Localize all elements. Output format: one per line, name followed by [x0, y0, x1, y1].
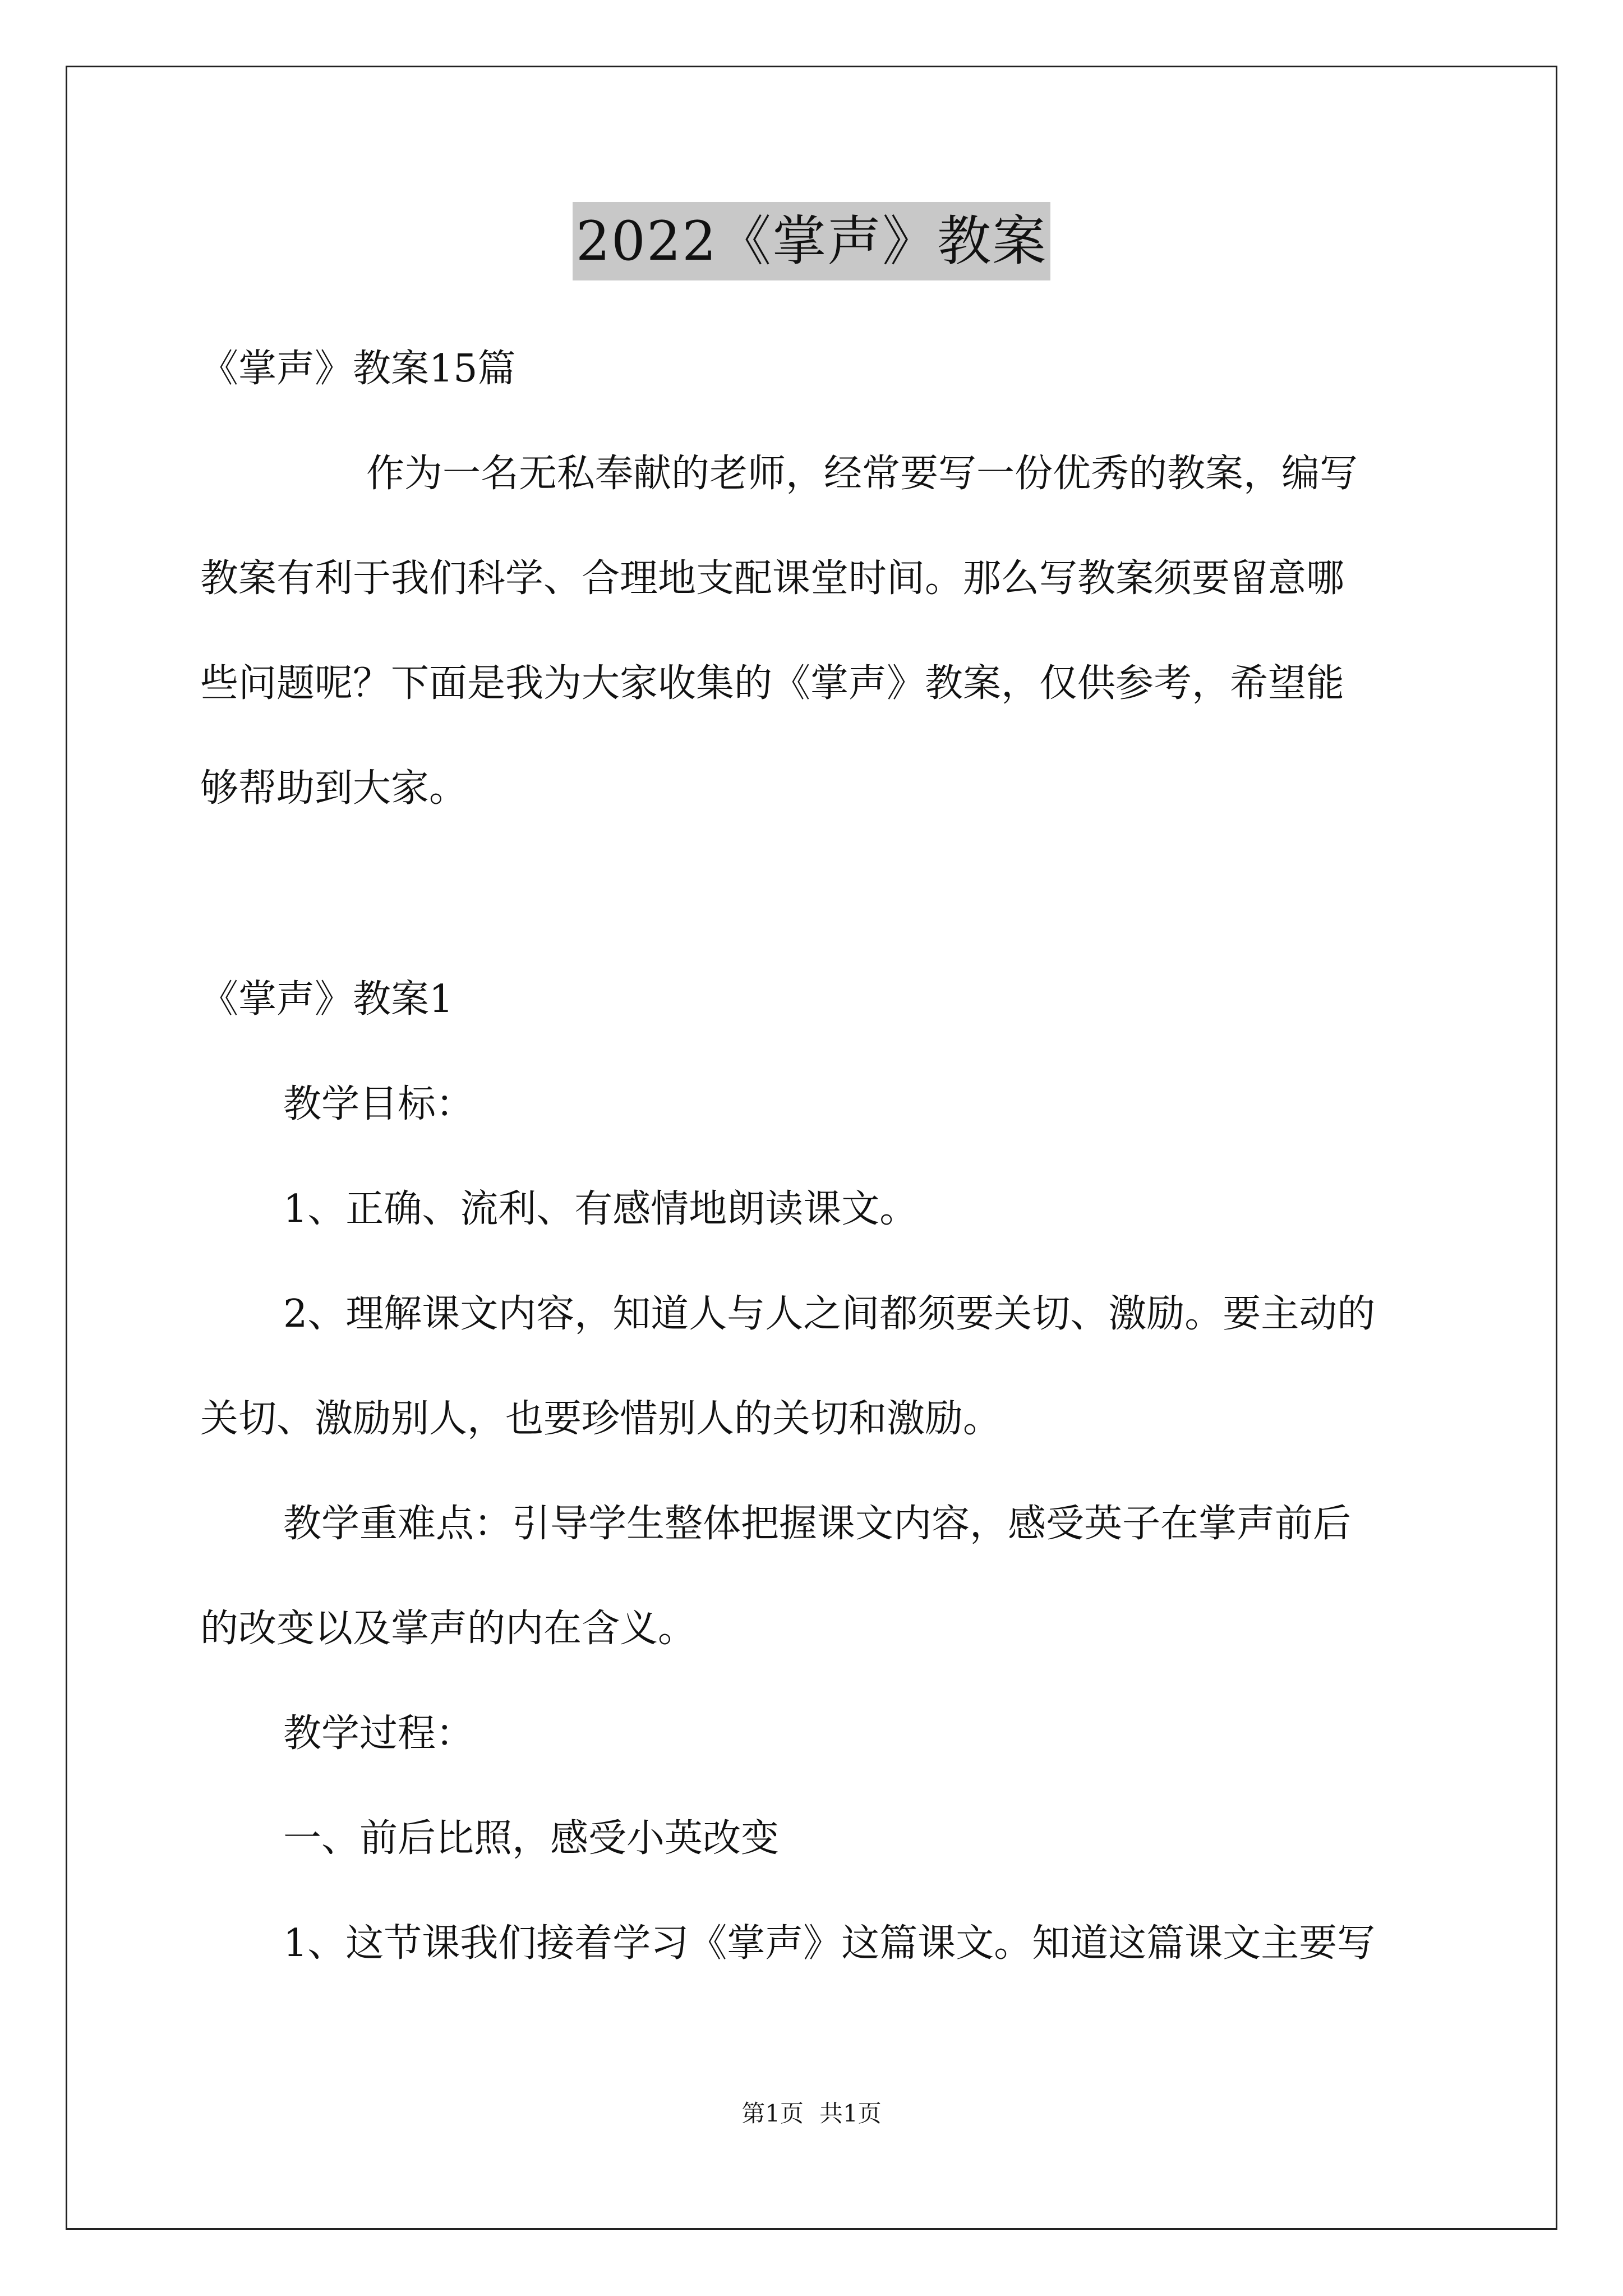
page-footer — [0, 2097, 1623, 2131]
process-step-1: 一、前后比照，感受小英改变 — [283, 1816, 780, 1861]
goal-1: 1、正确、流利、有感情地朗读课文。 — [283, 1187, 918, 1231]
goal-2-line-1: 2、理解课文内容，知道人与人之间都须要关切、激励。要主动的 — [283, 1292, 1376, 1336]
subtitle: 《掌声》教案15篇 — [200, 347, 516, 391]
paragraph-intro-line-4: 够帮助到大家。 — [200, 766, 468, 811]
paragraph-intro-line-3: 些问题呢？下面是我为大家收集的《掌声》教案，仅供参考，希望能 — [200, 661, 1345, 706]
document-body — [200, 341, 1423, 1972]
key-points-line-1: 教学重难点：引导学生整体把握课文内容，感受英子在掌声前后 — [283, 1502, 1352, 1546]
process-item-1: 1、这节课我们接着学习《掌声》这篇课文。知道这篇课文主要写 — [283, 1921, 1376, 1966]
document-title: 2022《掌声》教案 — [573, 202, 1050, 280]
paragraph-intro-line-1: 作为一名无私奉献的老师，经常要写一份优秀的教案，编写 — [366, 452, 1358, 496]
title-container — [0, 202, 1623, 280]
page-total: 共1页 — [819, 2100, 882, 2127]
goal-2-line-2: 关切、激励别人，也要珍惜别人的关切和激励。 — [200, 1397, 1002, 1441]
teaching-goals-label: 教学目标： — [283, 1082, 474, 1126]
teaching-process-label: 教学过程： — [283, 1711, 474, 1756]
section-heading: 《掌声》教案1 — [200, 977, 454, 1022]
key-points-line-2: 的改变以及掌声的内在含义。 — [200, 1607, 697, 1651]
paragraph-intro-line-2: 教案有利于我们科学、合理地支配课堂时间。那么写教案须要留意哪 — [200, 556, 1345, 601]
page-number: 第1页 — [741, 2100, 804, 2127]
